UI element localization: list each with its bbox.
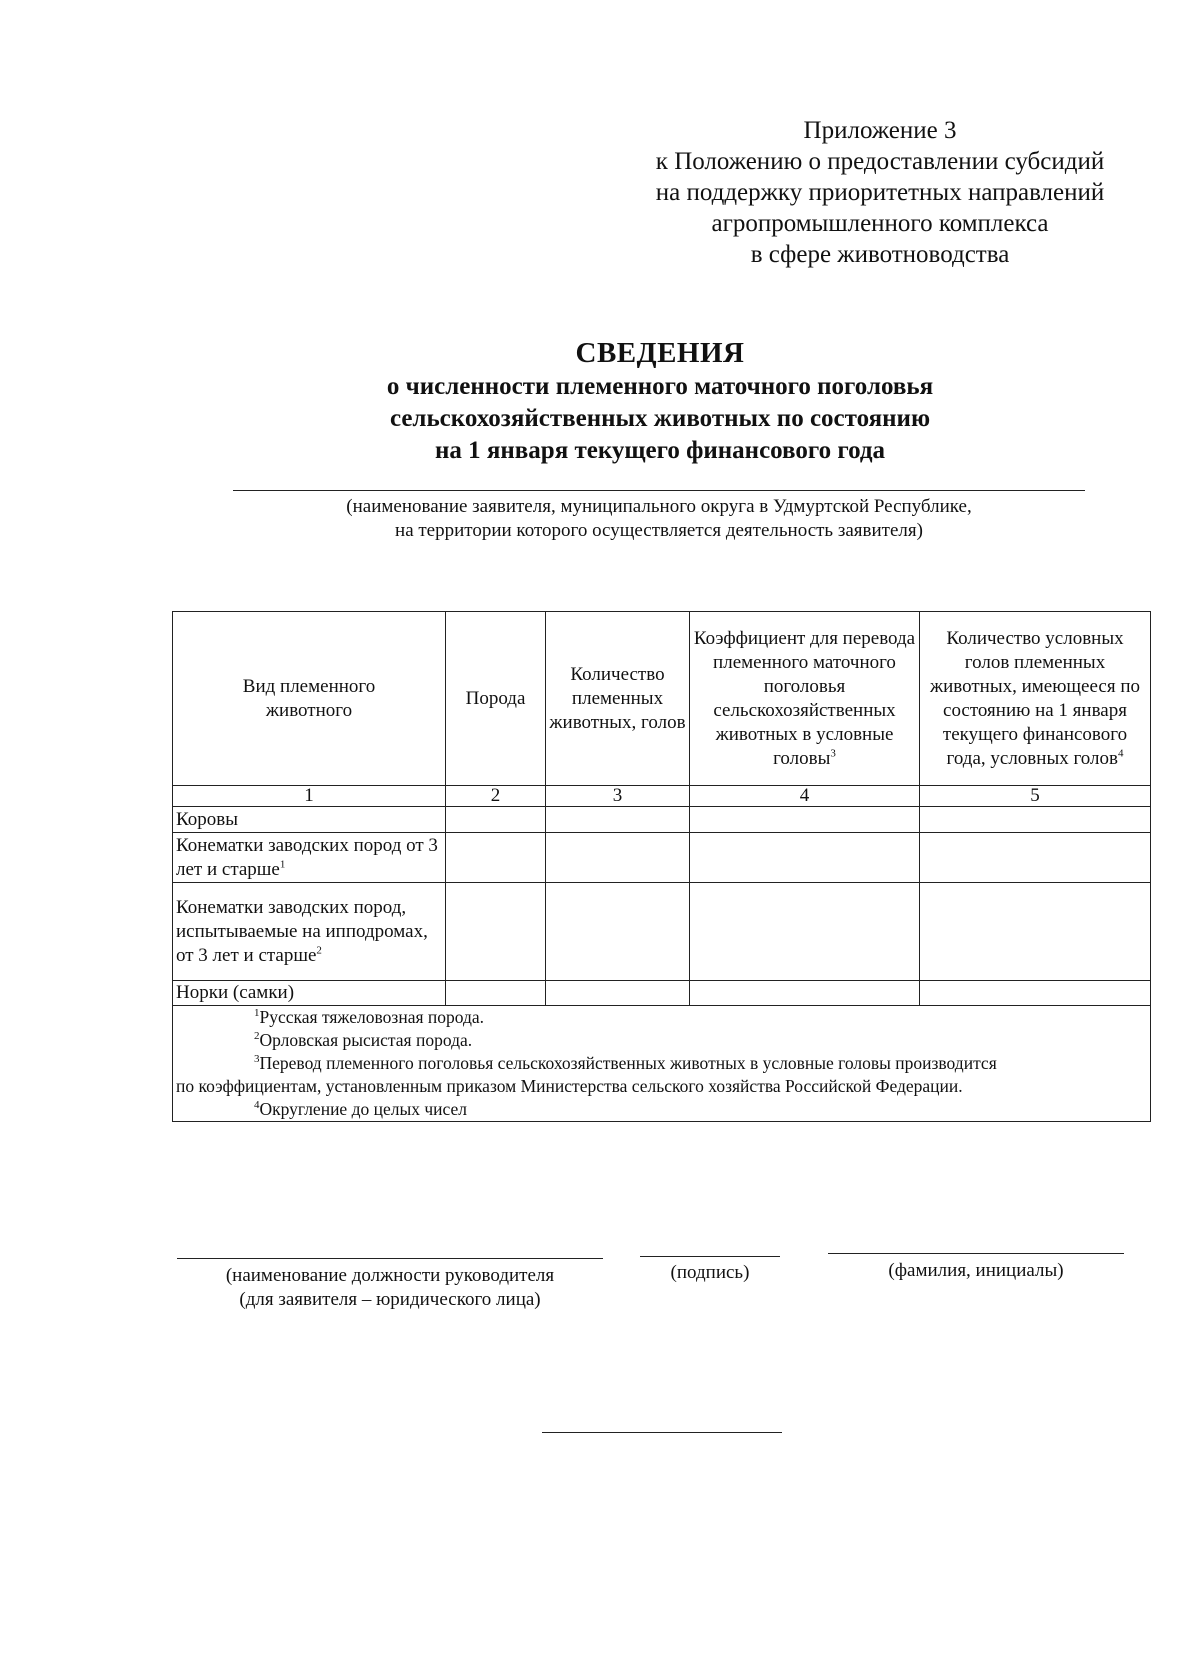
- column-number-row: [173, 786, 1151, 807]
- footnote-ref: 3: [830, 747, 836, 760]
- title-line: о численности племенного маточного поголовья: [386, 373, 934, 400]
- column-number: 3: [546, 786, 690, 807]
- footnote: [176, 1029, 1147, 1052]
- coefficient-cell[interactable]: [690, 883, 920, 981]
- header-conditional-heads-text: Количество условных голов племенных животных, имеющееся по состоянию на 1 января текущего финансового года, условных голов: [929, 627, 1140, 769]
- footnote-marker: 1: [254, 1007, 260, 1020]
- row-label-mares-hippodrome: [173, 883, 446, 981]
- appendix-line: агропромышленного комплекса: [711, 210, 1049, 237]
- signature-caption: (подпись): [670, 1262, 750, 1283]
- footnote-ref: 1: [279, 858, 286, 871]
- position-caption-line: (для заявителя – юридического лица): [239, 1289, 541, 1310]
- head-count-cell[interactable]: [546, 981, 690, 1006]
- applicant-caption: [233, 495, 1085, 543]
- footnote: [176, 1052, 1147, 1075]
- conditional-heads-cell[interactable]: [920, 833, 1151, 883]
- position-caption: [177, 1264, 603, 1312]
- column-number: 5: [920, 786, 1151, 807]
- column-number: 2: [446, 786, 546, 807]
- column-number: 1: [173, 786, 446, 807]
- row-label-text: Конематки заводских пород, испытываемые на ипподромах, от 3 лет и старше: [176, 896, 428, 966]
- footnote-text: Перевод племенного поголовья сельскохозяйственных животных в условные головы производится: [259, 1053, 997, 1073]
- row-label-cows: Коровы: [173, 807, 446, 833]
- head-count-cell[interactable]: [546, 883, 690, 981]
- appendix-line: на поддержку приоритетных направлений: [655, 179, 1105, 206]
- footnote-text: Русская тяжеловозная порода.: [259, 1007, 485, 1027]
- table-row: [173, 807, 1151, 833]
- appendix-line: к Положению о предоставлении субсидий: [655, 148, 1105, 175]
- header-animal-type: Вид племенного животного: [173, 612, 446, 786]
- title-line: сельскохозяйственных животных по состоянию: [389, 405, 931, 432]
- head-count-cell[interactable]: [546, 833, 690, 883]
- table-header-row: [173, 612, 1151, 786]
- breed-cell[interactable]: [446, 883, 546, 981]
- row-label-mink: Норки (самки): [173, 981, 446, 1006]
- header-breed: Порода: [446, 612, 546, 786]
- applicant-caption-line: на территории которого осуществляется деятельность заявителя): [395, 520, 923, 541]
- table-row: [173, 833, 1151, 883]
- head-count-cell[interactable]: [546, 807, 690, 833]
- appendix-line: в сфере животноводства: [750, 241, 1010, 268]
- footnote-ref: 4: [1117, 747, 1124, 760]
- name-caption: (фамилия, инициалы): [888, 1260, 1064, 1281]
- header-conditional-heads: [920, 612, 1151, 786]
- footnote-ref: 2: [316, 944, 322, 957]
- footnote-marker: 2: [254, 1030, 260, 1043]
- header-coefficient-text: Коэффициент для перевода племенного маточного поголовья сельскохозяйственных животных в условные головы: [693, 627, 916, 769]
- bottom-line: [542, 1432, 782, 1433]
- footnote: [176, 1006, 1147, 1029]
- footnote-text: Округление до целых чисел: [259, 1099, 467, 1119]
- applicant-name-line[interactable]: [233, 490, 1085, 491]
- conditional-heads-cell[interactable]: [920, 981, 1151, 1006]
- table-row: [173, 883, 1151, 981]
- footnote-text: Орловская рысистая порода.: [259, 1030, 473, 1050]
- livestock-table: [172, 611, 1151, 1122]
- breed-cell[interactable]: [446, 981, 546, 1006]
- table-row: [173, 981, 1151, 1006]
- row-label-text: Конематки заводских пород от 3 лет и старше: [176, 834, 438, 880]
- position-line[interactable]: [177, 1258, 603, 1259]
- conditional-heads-cell[interactable]: [920, 883, 1151, 981]
- footnotes-row: [173, 1006, 1151, 1122]
- coefficient-cell[interactable]: [690, 981, 920, 1006]
- footnote-continuation: по коэффициентам, установленным приказом Министерства сельского хозяйства Российской Федерации.: [176, 1076, 963, 1096]
- column-number: 4: [690, 786, 920, 807]
- appendix-header: [600, 115, 1160, 270]
- breed-cell[interactable]: [446, 807, 546, 833]
- coefficient-cell[interactable]: [690, 807, 920, 833]
- title-main: СВЕДЕНИЯ: [575, 337, 745, 369]
- breed-cell[interactable]: [446, 833, 546, 883]
- name-line[interactable]: [828, 1253, 1124, 1254]
- header-head-count: Количество племенных животных, голов: [546, 612, 690, 786]
- appendix-line: Приложение 3: [803, 117, 957, 144]
- footnote-marker: 4: [254, 1099, 260, 1112]
- document-title: [200, 335, 1120, 467]
- footnote: [176, 1098, 1147, 1121]
- position-caption-line: (наименование должности руководителя: [225, 1265, 555, 1286]
- title-line: на 1 января текущего финансового года: [434, 437, 886, 464]
- footnote-marker: 3: [254, 1053, 260, 1066]
- footnotes: [173, 1006, 1151, 1122]
- row-label-mares-factory: [173, 833, 446, 883]
- conditional-heads-cell[interactable]: [920, 807, 1151, 833]
- coefficient-cell[interactable]: [690, 833, 920, 883]
- signature-line[interactable]: [640, 1256, 780, 1257]
- header-coefficient: [690, 612, 920, 786]
- applicant-caption-line: (наименование заявителя, муниципального округа в Удмуртской Республике,: [346, 496, 972, 517]
